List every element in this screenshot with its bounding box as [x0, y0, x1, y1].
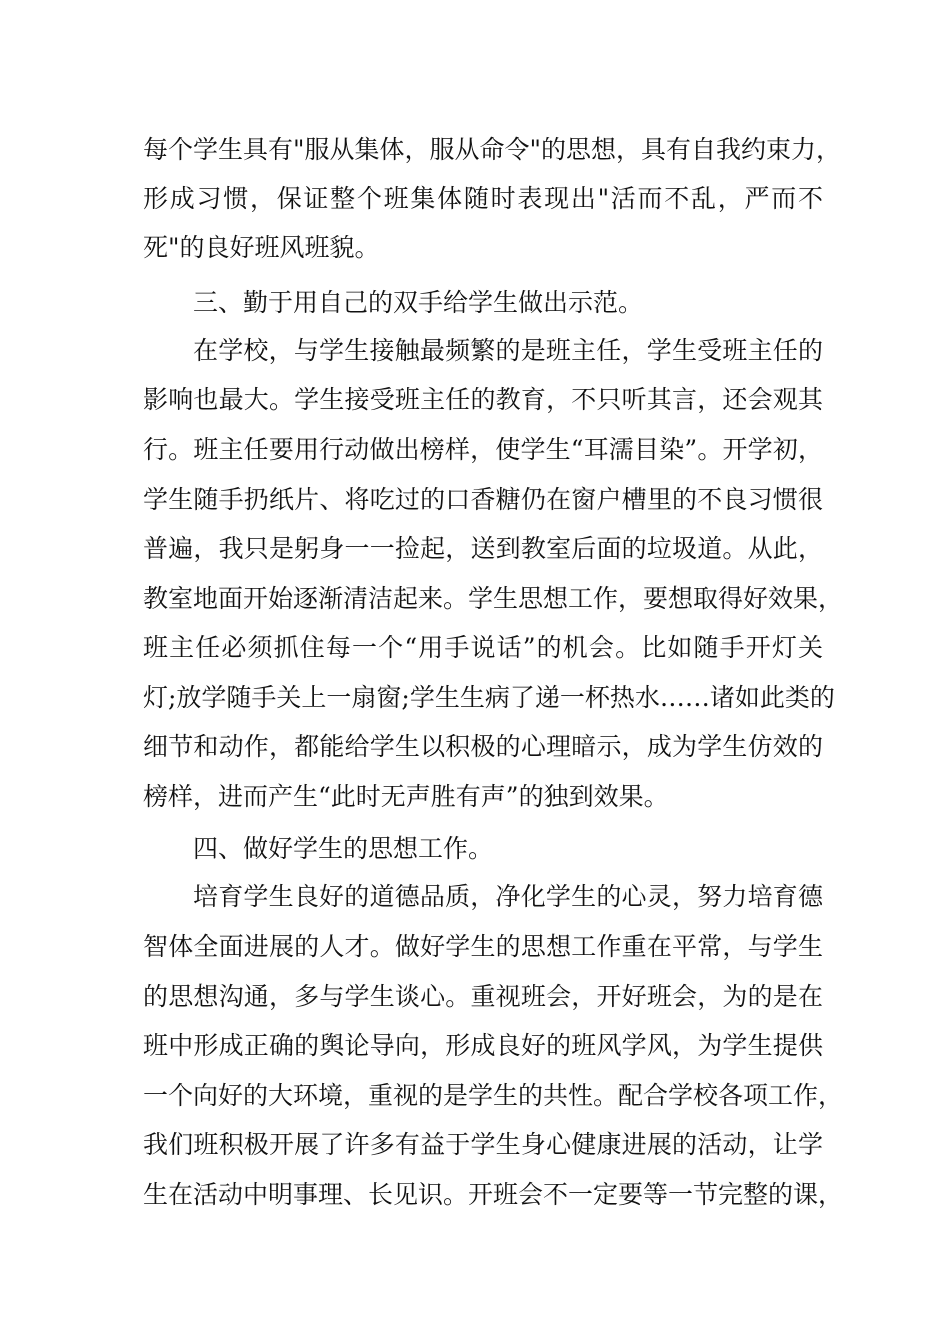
text-line: 我们班积极开展了许多有益于学生身心健康进展的活动，让学 — [143, 1130, 823, 1159]
text-line: 形成习惯，保证整个班集体随时表现出"活而不乱，严而不 — [143, 184, 823, 213]
text-line: 培育学生良好的道德品质，净化学生的心灵，努力培育德 — [193, 882, 823, 911]
text-line: 学生随手扔纸片、将吃过的口香糖仍在窗户槽里的不良习惯很 — [143, 485, 823, 514]
text-line: 的思想沟通，多与学生谈心。重视班会，开好班会，为的是在 — [143, 982, 823, 1011]
text-line: 班主任必须抓住每一个“用手说话”的机会。比如随手开灯关 — [143, 633, 823, 662]
text-line: 教室地面开始逐渐清洁起来。学生思想工作，要想取得好效果， — [143, 584, 844, 613]
text-line: 在学校，与学生接触最频繁的是班主任，学生受班主任的 — [193, 336, 823, 365]
text-line: 影响也最大。学生接受班主任的教育，不只听其言，还会观其 — [143, 385, 823, 414]
text-line: 班中形成正确的舆论导向，形成良好的班风学风，为学生提供 — [143, 1031, 823, 1060]
section-heading: 三、勤于用自己的双手给学生做出示范。 — [193, 288, 644, 317]
text-line: 生在活动中明事理、长见识。开班会不一定要等一节完整的课， — [143, 1180, 844, 1209]
section-heading: 四、做好学生的思想工作。 — [193, 834, 494, 863]
text-line: 一个向好的大环境，重视的是学生的共性。配合学校各项工作， — [143, 1081, 844, 1110]
text-line: 行。班主任要用行动做出榜样，使学生“耳濡目染”。开学初， — [143, 435, 823, 464]
text-line: 灯;放学随手关上一扇窗;学生生病了递一杯热水……诸如此类的 — [143, 683, 835, 712]
text-line: 每个学生具有"服从集体，服从命令"的思想，具有自我约束力， — [143, 135, 842, 164]
text-line: 死"的良好班风班貌。 — [143, 233, 380, 262]
text-line: 榜样，进而产生“此时无声胜有声”的独到效果。 — [143, 782, 669, 811]
text-line: 智体全面进展的人才。做好学生的思想工作重在平常，与学生 — [143, 932, 823, 961]
text-line: 普遍，我只是躬身一一捡起，送到教室后面的垃圾道。从此， — [143, 534, 823, 563]
text-line: 细节和动作，都能给学生以积极的心理暗示，成为学生仿效的 — [143, 732, 823, 761]
